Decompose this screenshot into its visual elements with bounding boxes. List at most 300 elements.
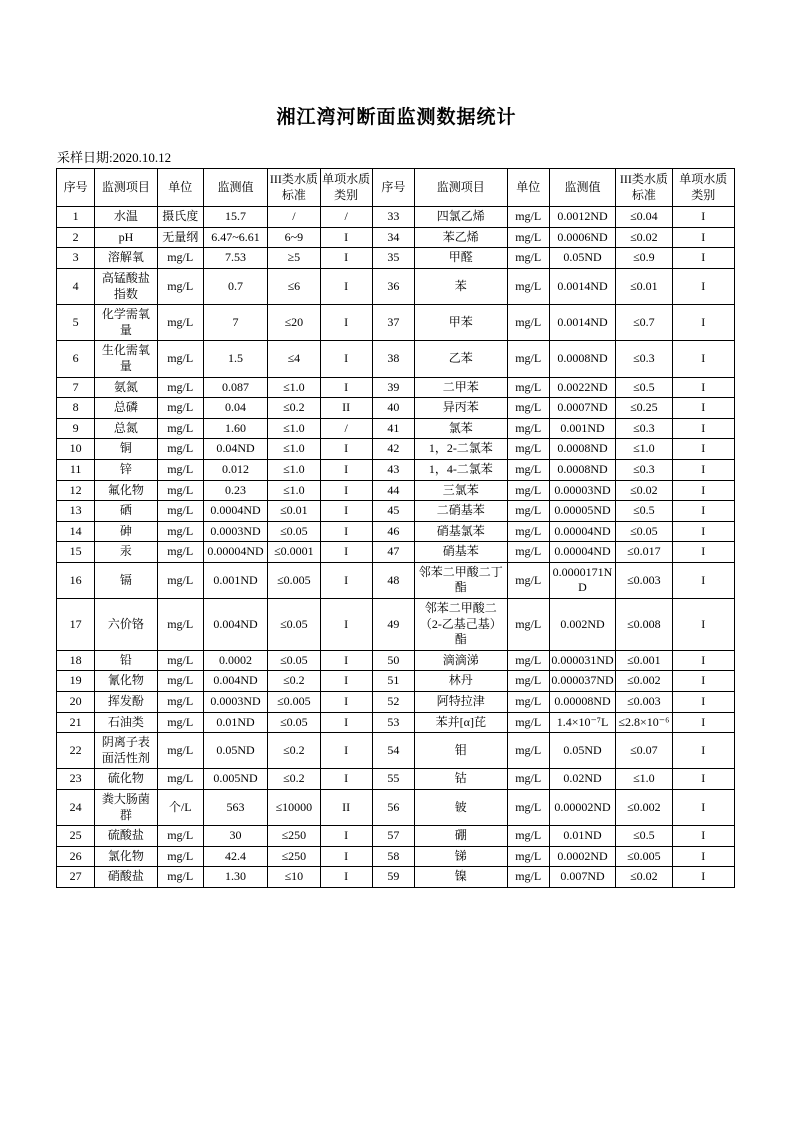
sample-date-label: 采样日期:2020.10.12 (57, 150, 172, 165)
monitor-table (56, 168, 735, 888)
cell-category: I (320, 769, 372, 790)
cell-unit: 摄氏度 (157, 207, 203, 228)
cell-standard: ≤0.001 (616, 650, 672, 671)
cell-no: 1 (57, 207, 95, 228)
cell-category: I (672, 826, 734, 847)
cell-category: II (320, 790, 372, 826)
column-header-no: 序号 (372, 169, 414, 207)
table-row (57, 790, 735, 826)
cell-no: 15 (57, 542, 95, 563)
cell-standard: ≤0.005 (268, 562, 320, 598)
table-header (57, 169, 735, 207)
cell-value: 1.5 (203, 341, 267, 377)
cell-category: I (672, 867, 734, 888)
column-header-standard: III类水质标准 (268, 169, 320, 207)
cell-no: 10 (57, 439, 95, 460)
cell-no: 11 (57, 459, 95, 480)
cell-item: 铅 (95, 650, 157, 671)
cell-value: 30 (203, 826, 267, 847)
cell-unit: mg/L (157, 867, 203, 888)
cell-no: 42 (372, 439, 414, 460)
cell-item: 阴离子表面活性剂 (95, 733, 157, 769)
cell-value: 1.60 (203, 418, 267, 439)
cell-value: 0.004ND (203, 599, 267, 651)
cell-unit: mg/L (507, 650, 549, 671)
cell-unit: mg/L (507, 826, 549, 847)
cell-category: I (320, 826, 372, 847)
cell-no: 9 (57, 418, 95, 439)
cell-standard: ≤0.04 (616, 207, 672, 228)
cell-value: 0.00003ND (549, 480, 615, 501)
cell-unit: mg/L (157, 268, 203, 304)
cell-no: 47 (372, 542, 414, 563)
cell-standard: / (268, 207, 320, 228)
cell-standard: ≤0.017 (616, 542, 672, 563)
cell-no: 8 (57, 398, 95, 419)
cell-category: I (672, 207, 734, 228)
cell-unit: mg/L (507, 846, 549, 867)
cell-standard: ≤0.5 (616, 377, 672, 398)
cell-standard: ≤250 (268, 846, 320, 867)
cell-standard: ≤0.2 (268, 398, 320, 419)
cell-unit: mg/L (157, 480, 203, 501)
cell-unit: mg/L (507, 377, 549, 398)
table-row (57, 769, 735, 790)
cell-no: 51 (372, 671, 414, 692)
cell-standard: ≤1.0 (268, 459, 320, 480)
table-row (57, 671, 735, 692)
cell-category: I (672, 712, 734, 733)
cell-no: 24 (57, 790, 95, 826)
cell-no: 57 (372, 826, 414, 847)
cell-value: 0.0003ND (203, 521, 267, 542)
cell-no: 20 (57, 692, 95, 713)
cell-value: 0.0012ND (549, 207, 615, 228)
cell-standard: ≤0.05 (268, 599, 320, 651)
cell-unit: mg/L (157, 562, 203, 598)
column-header-value: 监测值 (203, 169, 267, 207)
cell-unit: mg/L (507, 207, 549, 228)
cell-value: 0.012 (203, 459, 267, 480)
cell-value: 0.001ND (549, 418, 615, 439)
cell-category: I (320, 867, 372, 888)
cell-value: 0.002ND (549, 599, 615, 651)
cell-item: 林丹 (415, 671, 508, 692)
cell-unit: mg/L (507, 480, 549, 501)
cell-value: 0.0008ND (549, 459, 615, 480)
cell-unit: mg/L (507, 439, 549, 460)
cell-unit: mg/L (507, 418, 549, 439)
cell-item: 汞 (95, 542, 157, 563)
cell-item: 水温 (95, 207, 157, 228)
cell-unit: mg/L (507, 227, 549, 248)
cell-no: 39 (372, 377, 414, 398)
cell-category: I (320, 377, 372, 398)
table-row (57, 867, 735, 888)
cell-item: 1，2-二氯苯 (415, 439, 508, 460)
cell-unit: mg/L (507, 305, 549, 341)
cell-item: 二硝基苯 (415, 501, 508, 522)
cell-standard: ≤0.02 (616, 227, 672, 248)
cell-unit: mg/L (507, 867, 549, 888)
cell-item: 阿特拉津 (415, 692, 508, 713)
table-row (57, 439, 735, 460)
cell-category: I (320, 439, 372, 460)
cell-category: I (672, 542, 734, 563)
cell-unit: mg/L (157, 846, 203, 867)
column-header-unit: 单位 (507, 169, 549, 207)
cell-item: 石油类 (95, 712, 157, 733)
cell-standard: ≤0.07 (616, 733, 672, 769)
cell-item: 化学需氧量 (95, 305, 157, 341)
cell-standard: ≤0.2 (268, 769, 320, 790)
cell-value: 0.0007ND (549, 398, 615, 419)
cell-no: 27 (57, 867, 95, 888)
cell-value: 0.0004ND (203, 501, 267, 522)
cell-no: 35 (372, 248, 414, 269)
cell-standard: ≤0.05 (268, 712, 320, 733)
cell-value: 0.23 (203, 480, 267, 501)
cell-item: 硒 (95, 501, 157, 522)
cell-value: 0.7 (203, 268, 267, 304)
cell-item: 硫酸盐 (95, 826, 157, 847)
cell-no: 7 (57, 377, 95, 398)
table-row (57, 248, 735, 269)
cell-no: 54 (372, 733, 414, 769)
cell-unit: mg/L (157, 712, 203, 733)
cell-category: I (320, 268, 372, 304)
cell-unit: mg/L (157, 418, 203, 439)
cell-unit: 无量纲 (157, 227, 203, 248)
cell-item: 锌 (95, 459, 157, 480)
cell-value: 0.00002ND (549, 790, 615, 826)
cell-category: I (672, 248, 734, 269)
cell-value: 0.005ND (203, 769, 267, 790)
cell-no: 49 (372, 599, 414, 651)
cell-standard: ≤1.0 (268, 377, 320, 398)
cell-standard: ≤0.05 (268, 650, 320, 671)
cell-unit: mg/L (157, 671, 203, 692)
table-row (57, 398, 735, 419)
cell-item: 硼 (415, 826, 508, 847)
cell-value: 1.30 (203, 867, 267, 888)
cell-unit: mg/L (507, 790, 549, 826)
table-row (57, 599, 735, 651)
cell-value: 0.000031ND (549, 650, 615, 671)
cell-unit: mg/L (157, 692, 203, 713)
cell-no: 33 (372, 207, 414, 228)
cell-value: 0.0000171ND (549, 562, 615, 598)
cell-standard: 6~9 (268, 227, 320, 248)
cell-no: 45 (372, 501, 414, 522)
cell-standard: ≤1.0 (268, 480, 320, 501)
cell-value: 0.0014ND (549, 305, 615, 341)
cell-no: 46 (372, 521, 414, 542)
cell-item: 高锰酸盐指数 (95, 268, 157, 304)
column-header-no: 序号 (57, 169, 95, 207)
cell-unit: mg/L (507, 501, 549, 522)
cell-unit: mg/L (507, 769, 549, 790)
cell-unit: mg/L (507, 398, 549, 419)
cell-unit: mg/L (157, 305, 203, 341)
cell-standard: ≤250 (268, 826, 320, 847)
cell-standard: ≤0.003 (616, 562, 672, 598)
cell-unit: mg/L (507, 733, 549, 769)
cell-unit: mg/L (507, 692, 549, 713)
cell-no: 41 (372, 418, 414, 439)
cell-item: 六价铬 (95, 599, 157, 651)
table-row (57, 459, 735, 480)
table-row (57, 377, 735, 398)
cell-standard: ≤6 (268, 268, 320, 304)
cell-value: 0.0008ND (549, 341, 615, 377)
cell-value: 0.0002ND (549, 846, 615, 867)
cell-unit: mg/L (157, 826, 203, 847)
cell-item: 氰化物 (95, 671, 157, 692)
cell-no: 48 (372, 562, 414, 598)
cell-value: 563 (203, 790, 267, 826)
cell-no: 55 (372, 769, 414, 790)
cell-category: I (320, 671, 372, 692)
cell-category: I (672, 650, 734, 671)
cell-no: 38 (372, 341, 414, 377)
cell-standard: ≤0.02 (616, 480, 672, 501)
cell-category: I (320, 692, 372, 713)
cell-no: 34 (372, 227, 414, 248)
cell-item: 硝基氯苯 (415, 521, 508, 542)
cell-no: 50 (372, 650, 414, 671)
cell-value: 0.05ND (549, 248, 615, 269)
cell-category: I (320, 480, 372, 501)
cell-value: 6.47~6.61 (203, 227, 267, 248)
cell-standard: ≥5 (268, 248, 320, 269)
cell-unit: mg/L (157, 341, 203, 377)
cell-unit: mg/L (507, 248, 549, 269)
cell-item: 甲苯 (415, 305, 508, 341)
cell-item: 邻苯二甲酸二丁酯 (415, 562, 508, 598)
column-header-category: 单项水质类别 (672, 169, 734, 207)
cell-standard: ≤0.2 (268, 733, 320, 769)
cell-no: 59 (372, 867, 414, 888)
cell-standard: ≤0.05 (268, 521, 320, 542)
cell-value: 15.7 (203, 207, 267, 228)
cell-item: 总氮 (95, 418, 157, 439)
column-header-item: 监测项目 (95, 169, 157, 207)
cell-item: 1，4-二氯苯 (415, 459, 508, 480)
cell-value: 0.0008ND (549, 439, 615, 460)
cell-unit: mg/L (157, 377, 203, 398)
cell-no: 4 (57, 268, 95, 304)
cell-unit: 个/L (157, 790, 203, 826)
table-row (57, 268, 735, 304)
cell-standard: ≤0.25 (616, 398, 672, 419)
cell-item: 硝基苯 (415, 542, 508, 563)
cell-category: I (320, 459, 372, 480)
cell-category: I (672, 692, 734, 713)
cell-standard: ≤0.05 (616, 521, 672, 542)
cell-category: I (672, 268, 734, 304)
cell-category: I (672, 341, 734, 377)
cell-item: 邻苯二甲酸二（2-乙基己基）酯 (415, 599, 508, 651)
cell-category: I (320, 521, 372, 542)
cell-value: 0.004ND (203, 671, 267, 692)
cell-value: 7 (203, 305, 267, 341)
cell-unit: mg/L (157, 439, 203, 460)
column-header-unit: 单位 (157, 169, 203, 207)
table-row (57, 418, 735, 439)
table-row (57, 650, 735, 671)
cell-unit: mg/L (157, 459, 203, 480)
table-row (57, 542, 735, 563)
cell-item: 砷 (95, 521, 157, 542)
cell-category: I (320, 341, 372, 377)
cell-value: 0.00005ND (549, 501, 615, 522)
table-row (57, 227, 735, 248)
cell-no: 21 (57, 712, 95, 733)
cell-item: 苯并[α]芘 (415, 712, 508, 733)
cell-category: I (320, 599, 372, 651)
cell-unit: mg/L (507, 599, 549, 651)
cell-unit: mg/L (507, 521, 549, 542)
cell-standard: ≤0.7 (616, 305, 672, 341)
cell-no: 22 (57, 733, 95, 769)
cell-value: 0.05ND (549, 733, 615, 769)
table-row (57, 562, 735, 598)
cell-category: I (672, 521, 734, 542)
cell-value: 0.02ND (549, 769, 615, 790)
cell-category: I (672, 671, 734, 692)
table-row (57, 501, 735, 522)
cell-value: 7.53 (203, 248, 267, 269)
cell-standard: ≤10 (268, 867, 320, 888)
cell-category: I (672, 501, 734, 522)
cell-value: 0.05ND (203, 733, 267, 769)
cell-category: / (320, 418, 372, 439)
cell-item: 三氯苯 (415, 480, 508, 501)
cell-value: 0.0002 (203, 650, 267, 671)
cell-standard: ≤0.0001 (268, 542, 320, 563)
table-row (57, 207, 735, 228)
cell-unit: mg/L (157, 769, 203, 790)
cell-item: 锑 (415, 846, 508, 867)
cell-no: 53 (372, 712, 414, 733)
cell-item: pH (95, 227, 157, 248)
cell-standard: ≤10000 (268, 790, 320, 826)
cell-unit: mg/L (507, 562, 549, 598)
cell-standard: ≤0.005 (616, 846, 672, 867)
cell-category: I (672, 377, 734, 398)
cell-unit: mg/L (157, 733, 203, 769)
cell-value: 42.4 (203, 846, 267, 867)
cell-unit: mg/L (507, 341, 549, 377)
cell-no: 26 (57, 846, 95, 867)
cell-unit: mg/L (157, 521, 203, 542)
cell-item: 氯化物 (95, 846, 157, 867)
cell-unit: mg/L (157, 398, 203, 419)
cell-standard: ≤1.0 (268, 418, 320, 439)
cell-item: 苯 (415, 268, 508, 304)
cell-unit: mg/L (157, 542, 203, 563)
table-row (57, 712, 735, 733)
table-row (57, 846, 735, 867)
column-header-standard: III类水质标准 (616, 169, 672, 207)
cell-no: 16 (57, 562, 95, 598)
cell-item: 粪大肠菌群 (95, 790, 157, 826)
cell-value: 0.00004ND (549, 521, 615, 542)
cell-standard: ≤1.0 (616, 439, 672, 460)
cell-category: I (320, 733, 372, 769)
table-body (57, 207, 735, 888)
cell-unit: mg/L (507, 542, 549, 563)
page-title: 湘江湾河断面监测数据统计 (276, 107, 517, 128)
cell-no: 52 (372, 692, 414, 713)
cell-category: I (672, 480, 734, 501)
table-row (57, 521, 735, 542)
cell-no: 37 (372, 305, 414, 341)
cell-unit: mg/L (157, 650, 203, 671)
cell-item: 二甲苯 (415, 377, 508, 398)
cell-standard: ≤1.0 (268, 439, 320, 460)
cell-value: 0.01ND (203, 712, 267, 733)
cell-unit: mg/L (507, 268, 549, 304)
cell-standard: ≤0.9 (616, 248, 672, 269)
cell-standard: ≤0.02 (616, 867, 672, 888)
cell-category: I (672, 562, 734, 598)
cell-standard: ≤0.5 (616, 501, 672, 522)
cell-no: 3 (57, 248, 95, 269)
cell-value: 0.087 (203, 377, 267, 398)
cell-category: I (672, 790, 734, 826)
cell-value: 0.00004ND (203, 542, 267, 563)
cell-no: 2 (57, 227, 95, 248)
cell-standard: ≤0.01 (616, 268, 672, 304)
cell-value: 0.007ND (549, 867, 615, 888)
cell-no: 5 (57, 305, 95, 341)
cell-value: 1.4×10⁻⁷L (549, 712, 615, 733)
cell-item: 镍 (415, 867, 508, 888)
table-row (57, 826, 735, 847)
cell-category: I (320, 562, 372, 598)
cell-item: 生化需氧量 (95, 341, 157, 377)
cell-no: 6 (57, 341, 95, 377)
cell-item: 总磷 (95, 398, 157, 419)
column-header-value: 监测值 (549, 169, 615, 207)
cell-item: 氯苯 (415, 418, 508, 439)
cell-no: 18 (57, 650, 95, 671)
cell-category: I (320, 305, 372, 341)
column-header-item: 监测项目 (415, 169, 508, 207)
cell-category: I (320, 227, 372, 248)
cell-category: I (320, 650, 372, 671)
cell-category: I (672, 459, 734, 480)
cell-value: 0.04ND (203, 439, 267, 460)
header-row (57, 169, 735, 207)
cell-standard: ≤0.005 (268, 692, 320, 713)
cell-category: I (320, 501, 372, 522)
cell-item: 异丙苯 (415, 398, 508, 419)
cell-standard: ≤2.8×10⁻⁶ (616, 712, 672, 733)
cell-category: I (672, 439, 734, 460)
cell-unit: mg/L (507, 712, 549, 733)
cell-unit: mg/L (507, 459, 549, 480)
cell-value: 0.01ND (549, 826, 615, 847)
cell-no: 25 (57, 826, 95, 847)
cell-standard: ≤0.002 (616, 790, 672, 826)
cell-item: 铜 (95, 439, 157, 460)
cell-no: 44 (372, 480, 414, 501)
cell-standard: ≤0.01 (268, 501, 320, 522)
table-row (57, 733, 735, 769)
